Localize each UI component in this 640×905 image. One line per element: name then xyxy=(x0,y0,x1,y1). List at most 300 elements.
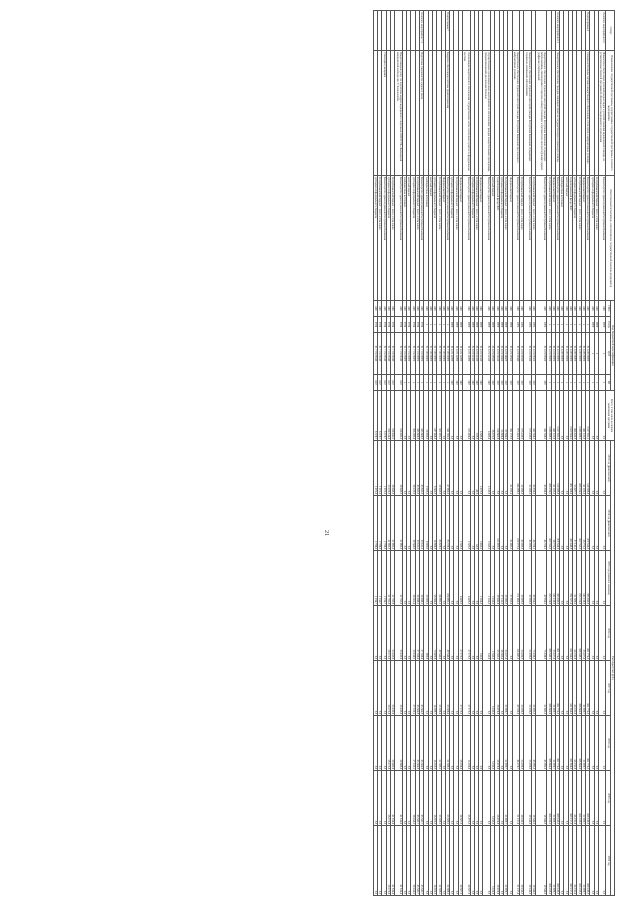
cell-rzpr: х xyxy=(428,317,432,333)
cell-vr: х xyxy=(581,375,585,391)
cell-rzpr: 1003 xyxy=(524,317,532,333)
cell-rzpr: 0704 xyxy=(415,317,419,333)
cell-year-value: 0,0 xyxy=(560,551,564,606)
cell-year-value: 0,0 xyxy=(454,606,458,661)
cell-rzpr: х xyxy=(424,317,428,333)
cell-grbs: 648 xyxy=(454,301,458,317)
table-row xyxy=(590,11,594,896)
cell-year-value: 4 600,0 xyxy=(463,551,471,606)
cell-year-value: 458 196,3 xyxy=(547,441,551,496)
table-row xyxy=(458,11,462,896)
cell-rzpr: х xyxy=(547,317,551,333)
cell-rzpr: 0909 xyxy=(458,317,462,333)
cell-status: Подпрограмма 6 xyxy=(585,11,589,51)
table-row xyxy=(577,11,581,896)
cell-status: Основное мероприятие 6.2 xyxy=(598,11,606,51)
cell-name xyxy=(577,51,581,176)
cell-year-value: 61 203,5 xyxy=(581,441,585,496)
cell-year-value: 0,0 xyxy=(441,606,445,661)
cell-grbs: 648 xyxy=(483,301,491,317)
cell-year-value: 38 100,0 xyxy=(411,441,415,496)
cell-name: Лекарственное обеспечение отдельных категорий граждан Республики Калмыкия, страдающих социально-значимыми заболеваниями xyxy=(524,51,532,176)
cell-vr: х xyxy=(441,375,445,391)
cell-csr: 01 6 00 00000 xyxy=(568,333,572,375)
cell-year-value: 31 782,9 xyxy=(390,551,394,606)
cell-rzpr: 0909 xyxy=(454,317,458,333)
cell-year-value: 0,0 xyxy=(454,496,458,551)
cell-year-value: 0,0 xyxy=(499,716,503,771)
cell-year-value: 32 909,7 xyxy=(551,771,555,826)
cell-total: 441 122,9 xyxy=(551,391,555,441)
cell-total: 100,0 xyxy=(474,391,478,441)
cell-grbs: 648 xyxy=(560,301,564,317)
table-row xyxy=(415,11,419,896)
cell-year-value: 519 399,8 xyxy=(555,441,559,496)
cell-status xyxy=(470,11,474,51)
cell-status xyxy=(479,11,483,51)
cell-grbs: 648 xyxy=(520,301,524,317)
cell-status xyxy=(573,11,577,51)
cell-grbs: 648 xyxy=(585,301,589,317)
cell-year-value: 23 190,0 xyxy=(520,716,524,771)
cell-year-value: 38 445,0 xyxy=(390,441,394,496)
cell-name xyxy=(499,51,503,176)
cell-rzpr: 0704 xyxy=(402,317,406,333)
cell-year-value: 0,0 xyxy=(470,496,474,551)
cell-name xyxy=(590,51,594,176)
col-rzpr: Рз Пр xyxy=(606,317,610,333)
cell-year-value: 0,0 xyxy=(590,441,594,496)
cell-grbs: 648 xyxy=(395,301,403,317)
cell-year-value: 229 070,6 xyxy=(512,496,520,551)
cell-year-value: 0,0 xyxy=(483,716,491,771)
cell-year-value: 402 588,6 xyxy=(568,441,572,496)
cell-grbs: 648 xyxy=(524,301,532,317)
cell-grbs: 648 xyxy=(437,301,441,317)
cell-year-value: 52 399,2 xyxy=(445,716,449,771)
cell-csr: 01 6 00 00000 xyxy=(585,333,589,375)
cell-name xyxy=(424,51,428,176)
cell-csr: 01 6 01 00330 xyxy=(524,333,532,375)
cell-year-value: 0,0 xyxy=(428,716,432,771)
cell-year-value: 0,0 xyxy=(564,826,568,896)
cell-vr: х xyxy=(577,375,581,391)
cell-rzpr: 0909 xyxy=(474,317,478,333)
cell-year-value: 0,0 xyxy=(564,606,568,661)
cell-responsible: Республиканский бюджет - всего, в том числе: xyxy=(454,176,458,301)
cell-rzpr: х xyxy=(551,317,555,333)
cell-responsible: Министерство здравоохранения Республики Калмыкия xyxy=(524,176,532,301)
table-row xyxy=(524,11,532,896)
cell-vr: 240 xyxy=(458,375,462,391)
cell-year-value: 35 410,8 xyxy=(395,661,403,716)
cell-csr: 01 6 01 00000 xyxy=(547,333,551,375)
cell-year-value: 19 346,0 xyxy=(532,826,536,896)
cell-name xyxy=(407,51,411,176)
cell-year-value: 2 300,0 xyxy=(463,496,471,551)
page-number: 21 xyxy=(323,530,329,536)
cell-responsible: Федеральный бюджет xyxy=(581,176,585,301)
cell-year-value: 35 970,0 xyxy=(463,771,471,826)
cell-year-value: 32 909,7 xyxy=(581,826,585,896)
cell-rzpr: 0909 xyxy=(470,317,474,333)
cell-name xyxy=(390,51,394,176)
cell-year-value: 0,0 xyxy=(594,661,598,716)
cell-year-value: 57 116,1 xyxy=(573,496,577,551)
cell-vr: 300 xyxy=(536,375,547,391)
cell-responsible: местный бюджет xyxy=(428,176,432,301)
cell-year-value: 27 170,0 xyxy=(463,606,471,661)
cell-year-value: 45 934,5 xyxy=(536,441,547,496)
cell-year-value: 0,0 xyxy=(560,826,564,896)
cell-year-value: 332 854,0 xyxy=(568,661,572,716)
cell-year-value: 43 366,9 xyxy=(415,661,419,716)
cell-grbs: 648 xyxy=(432,301,436,317)
cell-year-value: 52 399,2 xyxy=(437,826,441,896)
cell-name xyxy=(441,51,445,176)
cell-vr: х xyxy=(564,375,568,391)
cell-responsible: субсидии из федерального бюджета xyxy=(470,176,474,301)
cell-status: Основное мероприятие 6.1 xyxy=(555,11,559,51)
cell-total: 90 586,3 xyxy=(503,391,507,441)
cell-total: 466 633,0 xyxy=(573,391,577,441)
cell-year-value: 28 275,8 xyxy=(386,716,390,771)
cell-year-value: 70 800,8 xyxy=(432,606,436,661)
cell-year-value: 0,0 xyxy=(407,496,411,551)
cell-year-value: 0,0 xyxy=(407,716,411,771)
cell-year-value: 16 025,0 xyxy=(432,716,436,771)
cell-year-value: 0,0 xyxy=(402,496,406,551)
cell-vr: х xyxy=(402,375,406,391)
table-row xyxy=(441,11,445,896)
cell-responsible: Федеральный бюджет xyxy=(551,176,555,301)
cell-year-value: 479 538,5 xyxy=(555,496,559,551)
cell-year-value: 43 366,9 xyxy=(415,716,419,771)
cell-year-value: 0,0 xyxy=(598,716,606,771)
cell-responsible: Министерство здравоохранения Республики Калмыкия xyxy=(395,176,403,301)
cell-responsible: Республиканский бюджет - всего, в том числе: xyxy=(378,176,382,301)
cell-year-value: 519 399,8 xyxy=(585,441,589,496)
cell-total: 351 270,0 xyxy=(508,391,512,441)
cell-grbs: 648 xyxy=(463,301,471,317)
cell-year-value: 48 278,7 xyxy=(512,716,520,771)
cell-rzpr: х xyxy=(441,317,445,333)
table-row xyxy=(386,11,390,896)
cell-year-value: 426 230,3 xyxy=(547,771,551,826)
cell-year-value: 3 235,5 xyxy=(491,826,495,896)
cell-total: 0,0 xyxy=(450,391,454,441)
cell-year-value: 0,0 xyxy=(407,551,411,606)
table-row xyxy=(491,11,495,896)
cell-year-value: 0,0 xyxy=(564,441,568,496)
cell-year-value: 0,0 xyxy=(428,771,432,826)
cell-total: 0,0 xyxy=(598,391,606,441)
cell-year-value: 0,0 xyxy=(450,496,454,551)
cell-rzpr: 0909 xyxy=(483,317,491,333)
table-row xyxy=(555,11,559,896)
cell-year-value: 29 445,8 xyxy=(495,551,499,606)
cell-year-value: 0,0 xyxy=(373,716,377,771)
cell-year-value: 34 561,6 xyxy=(411,551,415,606)
cell-year-value: 0,0 xyxy=(499,661,503,716)
cell-grbs: 648 xyxy=(470,301,474,317)
cell-grbs: 648 xyxy=(378,301,382,317)
cell-grbs: 648 xyxy=(594,301,598,317)
cell-year-value: 0,0 xyxy=(382,661,386,716)
cell-csr: 01 6 01 00320 xyxy=(536,333,547,375)
cell-year-value: 0,0 xyxy=(402,606,406,661)
cell-year-value: 45 542,7 xyxy=(415,771,419,826)
cell-rzpr: 0909 xyxy=(594,317,598,333)
cell-vr: 240 xyxy=(463,375,471,391)
cell-year-value: 0,0 xyxy=(479,771,483,826)
cell-year-value: 32 909,7 xyxy=(581,661,585,716)
cell-grbs: 648 xyxy=(495,301,499,317)
cell-vr: 320 xyxy=(520,375,524,391)
cell-year-value: 0,0 xyxy=(508,661,512,716)
cell-responsible: Министерство здравоохранения Республики Калмыкия xyxy=(483,176,491,301)
cell-year-value: 37 538,6 xyxy=(415,606,419,661)
cell-name xyxy=(495,51,499,176)
cell-year-value: 0,0 xyxy=(564,771,568,826)
cell-year-value: 49 544,8 xyxy=(445,606,449,661)
cell-csr: 01 6 01 00320 xyxy=(532,333,536,375)
cell-vr: 320 xyxy=(503,375,507,391)
cell-year-value: 28 275,8 xyxy=(386,606,390,661)
cell-name: Осуществление организационных мероприятий по обеспечению граждан лекарственными препаратами, предназначенными для лечения больных xyxy=(483,51,491,176)
cell-csr: 01 6 01 51610 xyxy=(495,333,499,375)
cell-responsible: субсидии из федерального бюджета xyxy=(411,176,415,301)
cell-responsible: Федеральный бюджет xyxy=(479,176,483,301)
cell-year-value: 0,0 xyxy=(428,826,432,896)
cell-status: Подпрограмма 7 xyxy=(445,11,449,51)
cell-year-value: 0,0 xyxy=(499,441,503,496)
cell-year-value: 43 092,5 xyxy=(536,716,547,771)
cell-year-value: 0,0 xyxy=(378,661,382,716)
table-row xyxy=(437,11,441,896)
cell-responsible: Республиканский бюджет - всего, в том числе: xyxy=(547,176,551,301)
cell-status xyxy=(441,11,445,51)
cell-year-value: 31 782,9 xyxy=(395,551,403,606)
cell-csr: 01 7 01 00000 xyxy=(415,333,419,375)
cell-year-value: 33 227,4 xyxy=(503,606,507,661)
cell-year-value: 0,0 xyxy=(590,771,594,826)
cell-csr: 01 7 00 00000 xyxy=(445,333,449,375)
cell-vr: 320 xyxy=(524,375,532,391)
cell-rzpr: 0909 xyxy=(503,317,507,333)
table-row xyxy=(378,11,382,896)
cell-rzpr: 0704 xyxy=(411,317,415,333)
cell-vr: х xyxy=(568,375,572,391)
cell-responsible: Республиканский бюджет - всего, в том числе: xyxy=(503,176,507,301)
cell-responsible: Министерство здравоохранения Республики Калмыкия xyxy=(598,176,606,301)
cell-total: 0,0 xyxy=(402,391,406,441)
cell-status: Основное мероприятие 7.1 xyxy=(420,11,424,51)
cell-name xyxy=(428,51,432,176)
cell-rzpr: 0909 xyxy=(463,317,471,333)
cell-grbs: 648 xyxy=(402,301,406,317)
cell-vr: 320 xyxy=(495,375,499,391)
cell-year-value: 0,0 xyxy=(441,771,445,826)
cell-year-value: 513,8 xyxy=(483,606,491,661)
cell-year-value: 0,0 xyxy=(407,771,411,826)
cell-year-value: 58 773,5 xyxy=(551,496,555,551)
cell-year-value: 28 275,8 xyxy=(386,661,390,716)
cell-year-value: 0,0 xyxy=(560,716,564,771)
cell-year-value: 28 478,8 xyxy=(495,716,499,771)
cell-total: 502 491,3 xyxy=(437,391,441,441)
cell-name xyxy=(532,51,536,176)
cell-status xyxy=(373,11,377,51)
cell-csr: 01 6 01 53820 xyxy=(499,333,503,375)
cell-year-value: 332 854,0 xyxy=(568,716,572,771)
cell-year-value: 2 300,0 xyxy=(458,496,462,551)
cell-year-value: 142 219,0 xyxy=(551,551,555,606)
cell-grbs: 648 xyxy=(598,301,606,317)
cell-name xyxy=(568,51,572,176)
cell-vr: х xyxy=(424,375,428,391)
cell-name: Подготовка специалистов среднего звена xyxy=(420,51,424,176)
cell-year-value: 52 399,2 xyxy=(445,826,449,896)
table-row xyxy=(450,11,454,896)
cell-name xyxy=(458,51,462,176)
cell-year-value: 34 507,0 xyxy=(458,771,462,826)
cell-status xyxy=(474,11,478,51)
col-year: 2014 год (фактический) xyxy=(606,496,610,551)
cell-csr: 01 6 00 00000 xyxy=(560,333,564,375)
cell-responsible: внебюджетные источники xyxy=(402,176,406,301)
cell-vr: 320 xyxy=(499,375,503,391)
cell-rzpr: х xyxy=(560,317,564,333)
cell-year-value: 0,0 xyxy=(503,496,507,551)
cell-year-value: 0,0 xyxy=(407,606,411,661)
cell-csr: 01 6 01 11090 xyxy=(463,333,471,375)
cell-year-value: 0,0 xyxy=(373,826,377,896)
col-group-codes: Код бюджетной классификации xyxy=(610,301,614,391)
cell-year-value: 398 549,1 xyxy=(577,606,581,661)
cell-year-value: 39 480,4 xyxy=(395,716,403,771)
cell-year-value: 0,0 xyxy=(378,606,382,661)
cell-year-value: 43 833,0 xyxy=(420,441,424,496)
cell-year-value: 0,0 xyxy=(594,826,598,896)
cell-year-value: 431 776,5 xyxy=(585,661,589,716)
cell-year-value: 459 140,0 xyxy=(555,771,559,826)
cell-responsible: Министерство здравоохранения Республики Калмыкия xyxy=(420,176,424,301)
cell-year-value: 0,0 xyxy=(441,661,445,716)
cell-year-value: 0,0 xyxy=(479,826,483,896)
cell-name: Организация лекарственного обеспечения государственных аптек и аптечных пунктов по федеральным льготам xyxy=(463,51,471,176)
cell-total: 2 620 266,2 xyxy=(568,391,572,441)
cell-grbs: 648 xyxy=(573,301,577,317)
cell-year-value: 66 012,8 xyxy=(573,826,577,896)
cell-responsible: Республиканский бюджет - всего, в том числе: xyxy=(594,176,598,301)
cell-year-value: 0,0 xyxy=(598,551,606,606)
cell-year-value: 0,0 xyxy=(454,771,458,826)
col-group-expenses: Расходы (тыс.руб.) xyxy=(610,441,614,896)
cell-year-value: 431 776,5 xyxy=(555,716,559,771)
cell-year-value: 66 012,8 xyxy=(573,771,577,826)
cell-year-value: 1 016,7 xyxy=(373,551,377,606)
cell-year-value: 431 776,5 xyxy=(585,606,589,661)
cell-year-value: 360 217,5 xyxy=(568,771,572,826)
cell-year-value: 0,0 xyxy=(499,771,503,826)
cell-year-value: 0,0 xyxy=(594,716,598,771)
cell-total: 0,0 xyxy=(454,391,458,441)
cell-year-value: 0,0 xyxy=(474,551,478,606)
cell-rzpr: 1003 xyxy=(532,317,536,333)
cell-name xyxy=(378,51,382,176)
cell-status xyxy=(495,11,499,51)
cell-year-value: 0,0 xyxy=(479,661,483,716)
cell-year-value: 30 618,2 xyxy=(411,606,415,661)
table-row xyxy=(373,11,377,896)
cell-grbs: 648 xyxy=(407,301,411,317)
cell-responsible: Министерство здравоохранения Республики Калмыкия xyxy=(536,176,547,301)
cell-status xyxy=(547,11,551,51)
cell-year-value: 0,0 xyxy=(454,441,458,496)
cell-name xyxy=(470,51,474,176)
cell-grbs: 648 xyxy=(479,301,483,317)
cell-responsible: Республиканский бюджет - всего, в том числе: xyxy=(577,176,581,301)
cell-responsible: территориальный фонд ОМС xyxy=(495,176,499,301)
cell-csr: 01 7 00 00000 xyxy=(432,333,436,375)
cell-year-value: 16 399,7 xyxy=(432,661,436,716)
cell-year-value: 35 410,8 xyxy=(390,661,394,716)
table-row xyxy=(424,11,428,896)
cell-responsible: Министерство здравоохранения Республики Калмыкия xyxy=(585,176,589,301)
cell-year-value: 35 410,8 xyxy=(390,606,394,661)
cell-year-value: 1 473,5 xyxy=(378,441,382,496)
cell-total: 0,0 xyxy=(458,391,462,441)
cell-year-value: 61 203,5 xyxy=(551,441,555,496)
cell-name: Лекарственное обеспечение граждан, имеющих право на государственную социальную помощь xyxy=(555,51,559,176)
cell-year-value: 0,0 xyxy=(483,771,491,826)
cell-year-value: 66 012,8 xyxy=(573,606,577,661)
table-row xyxy=(407,11,411,896)
cell-grbs: 648 xyxy=(512,301,520,317)
cell-year-value: 0,0 xyxy=(402,826,406,896)
cell-year-value: 0,0 xyxy=(407,441,411,496)
col-vr: ВР xyxy=(606,375,610,391)
cell-year-value: 41 816,4 xyxy=(390,826,394,896)
cell-year-value: 32 909,7 xyxy=(503,716,507,771)
cell-responsible: субсидии из федерального бюджета xyxy=(386,176,390,301)
cell-csr: 01 7 01 00000 xyxy=(407,333,411,375)
cell-year-value: 0,0 xyxy=(373,606,377,661)
cell-year-value: 2 335,5 xyxy=(491,606,495,661)
cell-year-value: 19 346,0 xyxy=(536,771,547,826)
cell-responsible: Республиканский бюджет - всего, в том числе: xyxy=(474,176,478,301)
cell-year-value: 479 538,5 xyxy=(585,496,589,551)
table-row xyxy=(474,11,478,896)
col-name: Наименование государственной программы, подпрограммы государственной программы, основного мероприятия xyxy=(606,51,615,176)
cell-year-value: 38 164,2 xyxy=(411,826,415,896)
cell-year-value: 20 080,0 xyxy=(503,551,507,606)
cell-csr: 01 7 01 00140 xyxy=(390,333,394,375)
cell-year-value: 0,0 xyxy=(499,496,503,551)
table-row xyxy=(520,11,524,896)
cell-year-value: 57 950,8 xyxy=(508,551,512,606)
table-row xyxy=(463,11,471,896)
cell-csr: 01 6 01 51330 xyxy=(474,333,478,375)
cell-year-value: 2 515,9 xyxy=(483,441,491,496)
cell-year-value: 0,0 xyxy=(499,826,503,896)
cell-year-value: 32 909,7 xyxy=(503,826,507,896)
cell-year-value: 104 993,1 xyxy=(445,551,449,606)
cell-year-value: 75 188,5 xyxy=(532,606,536,661)
table-row xyxy=(547,11,551,896)
cell-total: 345 868,0 xyxy=(420,391,424,441)
